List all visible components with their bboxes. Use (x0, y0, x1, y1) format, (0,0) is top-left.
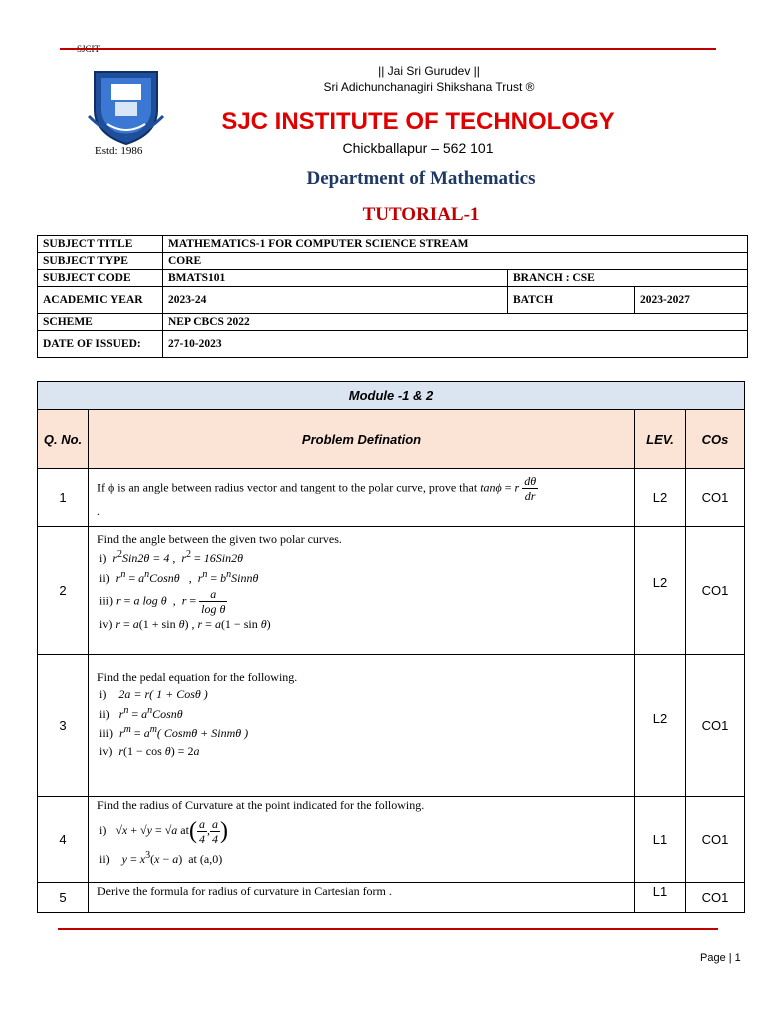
branch-value: BRANCH : CSE (508, 270, 748, 287)
scheme-label: SCHEME (38, 314, 163, 331)
course-outcome: CO1 (686, 797, 745, 883)
question-number: 3 (38, 655, 89, 797)
table-row (38, 270, 748, 287)
col-qno: Q. No. (38, 410, 89, 469)
table-row (38, 287, 748, 314)
subject-title-label: SUBJECT TITLE (38, 236, 163, 253)
tutorial-title: TUTORIAL-1 (362, 204, 480, 225)
scheme-value: NEP CBCS 2022 (163, 314, 748, 331)
page-number: Page | 1 (700, 952, 741, 964)
course-outcome: CO1 (686, 883, 745, 913)
question-text: Find the angle between the given two polar curves. (97, 532, 342, 546)
col-cos: COs (686, 410, 745, 469)
institute-name: SJC INSTITUTE OF TECHNOLOGY (221, 108, 615, 135)
footer-rule (58, 928, 718, 930)
course-outcome: CO1 (686, 469, 745, 527)
trust-line-2: Sri Adichunchanagiri Shikshana Trust ® (323, 80, 535, 94)
problem-text: Find the radius of Curvature at the point indicated for the following. i) √x + √y = √a at( $\frac{a}{4}$ , $\frac{a}{4}$ ) ii) $y = x^3(x - a)$ at (a,0) (89, 797, 635, 883)
problem-text: Find the angle between the given two polar curves. i) $r^2Sin2\theta = 4$ , $r^2 = 16Sin2\theta$ ii) $r^n$ = $a^nCosn\theta$ , $r^n$ = $b^nSinn\theta$ iii) r = a log θ , r = $\frac{a}{\text{log θ}}$ iv) r = a(1 + sin θ) , r = a(1 − sin θ) (89, 527, 635, 655)
table-row (38, 253, 748, 270)
department-title: Department of Mathematics (306, 168, 536, 189)
table-row (38, 331, 748, 358)
table-row (38, 883, 745, 913)
subject-code-value: BMATS101 (163, 270, 508, 287)
level: L2 (635, 655, 686, 797)
question-number: 2 (38, 527, 89, 655)
table-row (38, 314, 748, 331)
institute-logo (87, 66, 165, 146)
subject-type-label: SUBJECT TYPE (38, 253, 163, 270)
level: L1 (635, 797, 686, 883)
established-year: Estd: 1986 (95, 145, 143, 157)
question-number: 5 (38, 883, 89, 913)
table-row (38, 655, 745, 797)
batch-value: 2023-2027 (635, 287, 748, 314)
table-row (38, 527, 745, 655)
question-text: Find the pedal equation for the following. (97, 670, 298, 684)
question-number: 1 (38, 469, 89, 527)
date-issued-label: DATE OF ISSUED: (38, 331, 163, 358)
problem-text: If ϕ is an angle between radius vector and tangent to the polar curve, prove that tanϕ = r $\frac{d\theta}{dr}$ . (89, 469, 635, 527)
module-table (37, 381, 745, 913)
table-row (38, 469, 745, 527)
course-outcome: CO1 (686, 655, 745, 797)
level: L2 (635, 469, 686, 527)
module-title: Module -1 & 2 (38, 382, 745, 410)
course-outcome: CO1 (686, 527, 745, 655)
col-lev: LEV. (635, 410, 686, 469)
problem-text: Derive the formula for radius of curvature in Cartesian form . (89, 883, 635, 913)
subject-info-table (37, 235, 748, 358)
problem-text: Find the pedal equation for the following. i) 2a = r( 1 + Cosθ ) ii) $r^n$ = $a^nCosn\theta$ iii) $r^m = a^m$( Cosmθ + Sinmθ ) iv) r(1 − cos θ) = 2a (89, 655, 635, 797)
header-rule (60, 48, 716, 50)
subject-title-value: MATHEMATICS-1 FOR COMPUTER SCIENCE STREAM (163, 236, 748, 253)
subject-type-value: CORE (163, 253, 748, 270)
table-row (38, 797, 745, 883)
date-issued-value: 27-10-2023 (163, 331, 748, 358)
header-short-name: SJCIT (77, 44, 101, 54)
batch-label: BATCH (508, 287, 635, 314)
question-text: If ϕ is an angle between radius vector and tangent to the polar curve, prove that (97, 480, 478, 495)
table-header-row (38, 410, 745, 469)
table-row (38, 236, 748, 253)
trust-line-1: || Jai Sri Gurudev || (378, 64, 480, 78)
col-problem: Problem Defination (89, 410, 635, 469)
question-number: 4 (38, 797, 89, 883)
question-text: Find the radius of Curvature at the point indicated for the following. (97, 798, 425, 812)
academic-year-value: 2023-24 (163, 287, 508, 314)
academic-year-label: ACADEMIC YEAR (38, 287, 163, 314)
level: L1 (635, 883, 686, 913)
subject-code-label: SUBJECT CODE (38, 270, 163, 287)
institute-location: Chickballapur – 562 101 (342, 140, 494, 156)
level: L2 (635, 527, 686, 655)
